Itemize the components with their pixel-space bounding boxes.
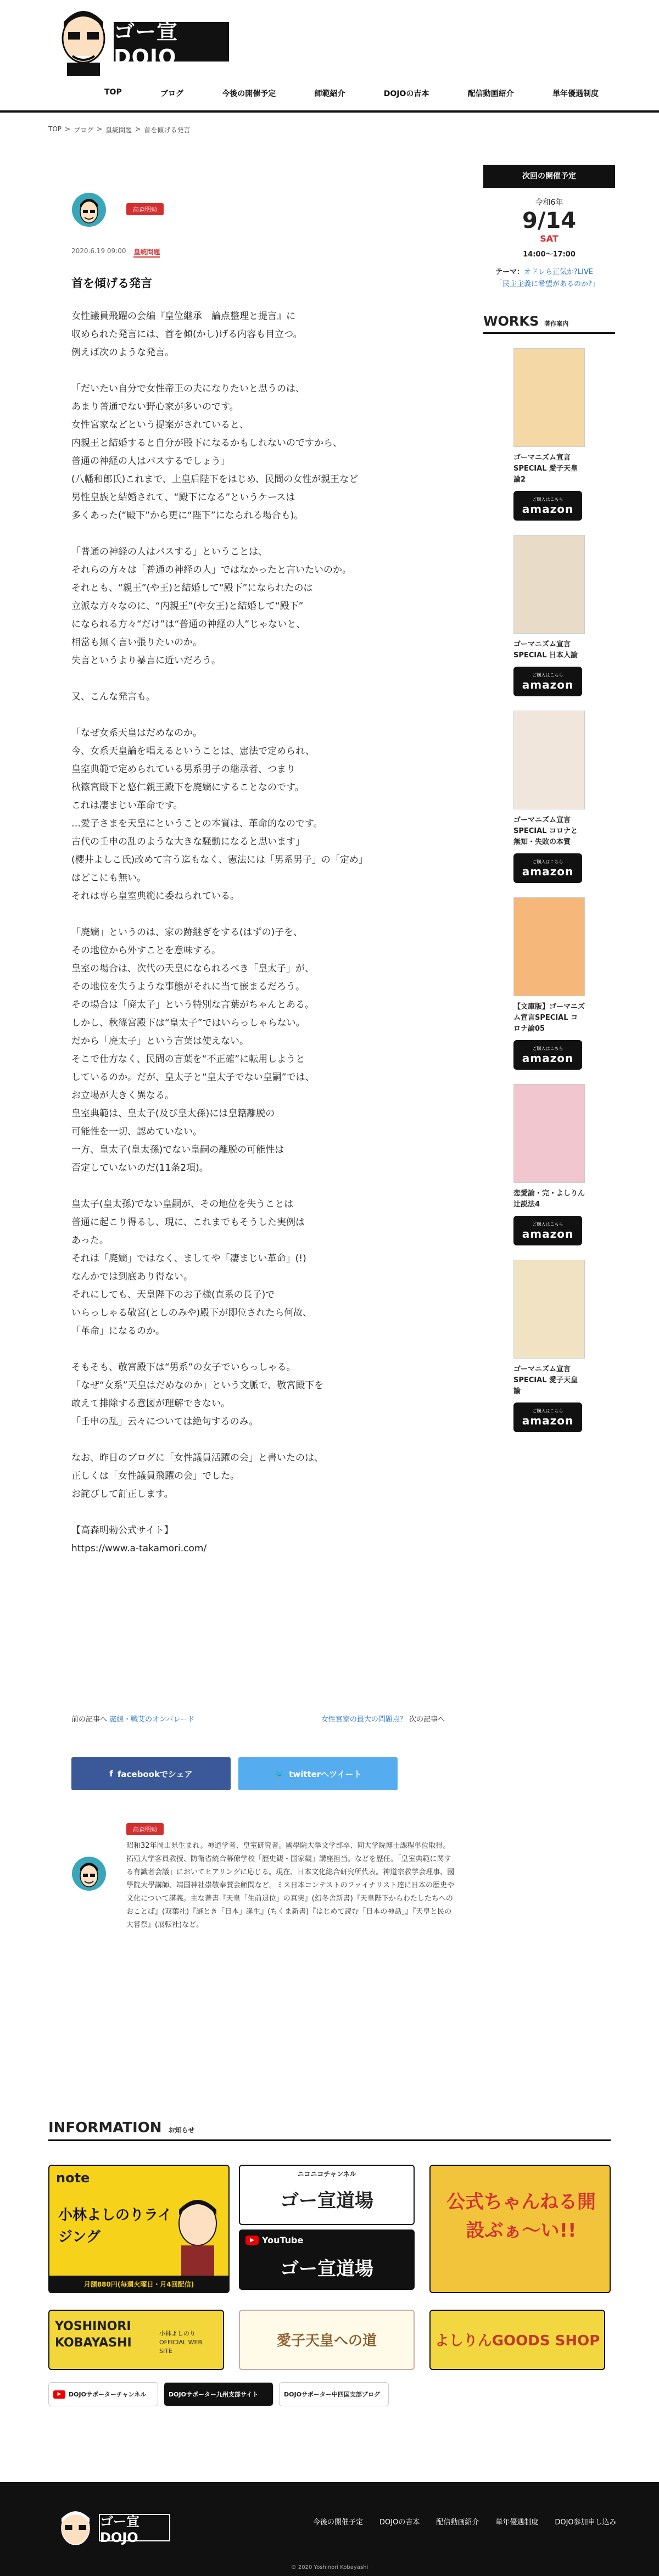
works-subtitle: 著作案内 [544, 320, 569, 327]
amazon-button-caption: ご購入はこちら [532, 1046, 563, 1051]
book-cover-image[interactable] [513, 1084, 585, 1183]
work-item [513, 897, 585, 1070]
post-line: 女性議員飛躍の会編『皇位継承 論点整理と提言』に [71, 311, 295, 322]
works-list [483, 348, 615, 1432]
event-theme [495, 266, 605, 290]
breadcrumb-top[interactable]: TOP [48, 125, 62, 133]
post-line: 普通に起こり得るし、現に、これまでもそうした実例は [71, 1217, 305, 1228]
post-line: 「なぜ“女系”天皇はだめなのか」という文脈で、敬宮殿下を [71, 1380, 324, 1391]
nav-item-instructors[interactable]: 師範紹介 [314, 90, 345, 98]
post-line: だから「廃太子」という言葉は使えない。 [71, 1036, 249, 1047]
breadcrumb-current: 首を傾げる発言 [144, 126, 191, 134]
prev-post-link[interactable]: 憲線・戦艾のオンパレード [109, 1716, 195, 1724]
post-line: 内親王と結婚すると自分が殿下になるかもしれないのですから、 [71, 438, 342, 449]
work-title: ゴーマニズム宣言SPECIAL コロナと無知・失敗の本質 [513, 816, 578, 846]
post-line: 「だいたい自分で女性帝王の夫になりたいと思うのは、 [71, 383, 305, 394]
amazon-logo: amazon [522, 1413, 574, 1427]
youtube-label: YouTube [262, 2235, 304, 2245]
post-line: はどこにも無い。 [71, 873, 146, 884]
post-line: なお、昨日のブログに「女性議員活躍の会」と書いたのは、 [71, 1452, 323, 1463]
post-line: 又、こんな発言も。 [71, 691, 155, 702]
post-line: 普通の神経の人はパスするでしょう」 [71, 456, 230, 467]
author-avatar [71, 192, 107, 227]
post-line: 秋篠宮殿下と悠仁親王殿下を廃嫡にすることなのです。 [71, 782, 304, 793]
nico-title: ゴー宣道場 [280, 2190, 373, 2212]
nav-item-top[interactable]: TOP [104, 88, 122, 97]
author-badge[interactable]: 高森明勅 [126, 203, 164, 215]
post-line: 失言というより暴言に近いだろう。 [71, 655, 221, 666]
prev-post [71, 1713, 194, 1724]
youtube-play-icon: ▶ [53, 2390, 65, 2399]
post-line: になられる方々“だけ”は“普通の神経の人”じゃないと、 [71, 619, 306, 630]
post-line: それらの方々は「普通の神経の人」ではなかったと言いたいのか。 [71, 565, 351, 575]
banner-niconico[interactable] [239, 2165, 415, 2225]
next-event-header: 次回の開催予定 [483, 165, 615, 188]
breadcrumb-category[interactable]: 皇統問題 [105, 126, 132, 134]
site-header [0, 0, 659, 113]
post-line[interactable]: https://www.a-takamori.com/ [71, 1543, 207, 1554]
post-navigation [71, 1713, 445, 1724]
post-line: 「普通の神経の人はパスする」ということは、 [71, 546, 267, 557]
footer-wordmark: ゴー宣DOJO [99, 2514, 170, 2541]
work-item [513, 1084, 585, 1245]
amazon-button-caption: ご購入はこちら [532, 672, 563, 678]
note-banner-title: 小林よしのりライジング [58, 2207, 172, 2245]
post-line: 皇室の場合は、次代の天皇になられるべき「皇太子」が、 [71, 963, 314, 974]
post-line: 古代の壬申の乱のような大きな騒動になると思います」 [71, 836, 305, 847]
post-line: それにしても、天皇陛下のお子様(直系の長子)で [71, 1289, 275, 1300]
book-cover-image[interactable] [513, 535, 585, 634]
copyright: © 2020 Yoshinori Kobayashi [291, 2564, 368, 2571]
banner-youtube[interactable] [239, 2229, 415, 2290]
author-portrait-icon [170, 2193, 225, 2276]
event-era: 令和6年 [535, 198, 563, 207]
post-line: その地位から外すことを意味する。 [71, 945, 221, 956]
post-paragraph [71, 1359, 434, 1431]
event-theme-link[interactable]: オドレら正気か?LIVE「民主主義に希望があるのか?」 [495, 268, 599, 288]
nav-item-blog[interactable]: ブログ [160, 90, 183, 98]
breadcrumb: TOP > ブログ > 皇統問題 > 首を傾げる発言 [48, 125, 191, 134]
post-line: 収められた発言には、首を傾(かし)げる内容も目立つ。 [71, 329, 303, 340]
post-line: その場合は「廃太子」という特別な言葉がちゃんとある。 [71, 999, 314, 1010]
post-line: それは「廃嫡」ではなく、ましてや「凄まじい革命」(!) [71, 1253, 306, 1264]
twitter-share-button[interactable] [238, 1757, 398, 1790]
work-item [513, 1260, 585, 1432]
amazon-logo: amazon [522, 1227, 574, 1240]
work-item [513, 711, 585, 883]
post-line: その地位を失うような事態がそれに当て嵌まるだろう。 [71, 981, 305, 992]
post-paragraph [71, 1449, 434, 1504]
works-title: WORKS [483, 314, 539, 329]
footer-logo[interactable] [55, 2504, 176, 2548]
footer-nav-dojo[interactable]: DOJOの吉本 [379, 2518, 420, 2527]
post-line: 可能性を一切、認めていない。 [71, 1126, 202, 1137]
author-bio: 昭和32年岡山県生まれ。神道学者、皇室研究者。國學院大學文学部卒、同大学院博士課程単位取得。拓殖大学客員教授、防衛省統合幕僚学校「歴史観・国家観」講座担当。などを歴任。「皇室典範に関する有識者会議」においてヒアリングに応じる。現在、日本文化総合研究所代表。神道宗教学会理事、國學院大學講師、靖国神社崇敬奉賛会顧問など。ミス日本コンテストのファイナリスト達に日本の歴史や文化について講義。主な著書『天皇「生前退位」の真実』(幻冬舎新書)『天皇陛下からわたしたちへのおことば』(双葉社)『謎とき「日本」誕生』(ちくま新書)『はじめて読む「日本の神話」』『天皇と民の大嘗祭』(展転社)など。 [126, 1842, 455, 1929]
banner-goods-shop[interactable] [429, 2310, 605, 2370]
amazon-logo: amazon [522, 864, 574, 878]
post-line: それとも、“親王”(や王)と結婚して“殿下”になられたのは [71, 583, 313, 594]
event-date: 9/14 [522, 208, 577, 233]
amazon-button-caption: ご購入はこちら [532, 1221, 563, 1227]
event-theme-label: テーマ： [495, 268, 524, 276]
mascot-logo-icon [56, 5, 111, 77]
next-post-link[interactable]: 女性宮家の最大の問題点？ [321, 1716, 407, 1724]
nav-item-videos[interactable]: 配信動画紹介 [467, 90, 514, 98]
banner-kyushu[interactable] [164, 2382, 273, 2406]
amazon-button-caption: ご購入はこちら [532, 859, 563, 864]
post-line: 立派な方々なのに、“内親王”(や女王)と結婚して“殿下” [71, 601, 304, 612]
post-line: 例えば次のような発言。 [71, 347, 174, 358]
prev-post-label: 前の記事へ [71, 1716, 108, 1724]
work-title: ゴーマニズム宣言SPECIAL 愛子天皇論2 [513, 454, 578, 484]
footer-nav [313, 2516, 617, 2527]
post-line: あった。 [71, 1235, 109, 1246]
amazon-buy-button[interactable] [513, 667, 582, 696]
post-line: いらっしゃる敬宮(としのみや)殿下が即位されたら何故、 [71, 1307, 312, 1318]
post-line: お詫びして訂正します。 [71, 1489, 174, 1500]
post-line: 「壬申の乱」云々については絶句するのみ。 [71, 1416, 259, 1427]
event-time: 14:00〜17:00 [523, 250, 576, 259]
post-line: 今、女系天皇論を唱えるということは、憲法で定められ、 [71, 746, 315, 757]
nav-item-membership[interactable]: 単年優遇制度 [552, 90, 599, 98]
post-line: それは専ら皇室典範に委ねられている。 [71, 891, 239, 902]
amazon-buy-button[interactable] [513, 1216, 582, 1245]
post-date: 2020.6.19 09:00 [71, 247, 126, 255]
share-buttons [71, 1757, 412, 1790]
post-line: しかし、秋篠宮殿下は“皇太子”ではいらっしゃらない。 [71, 1018, 305, 1029]
post-category[interactable]: 皇統問題 [133, 247, 160, 258]
work-title: ゴーマニズム宣言SPECIAL 愛子天皇論 [513, 1365, 578, 1395]
site-footer [0, 2482, 659, 2576]
post-paragraph [71, 924, 434, 1177]
supporter-channel-label: DOJOサポーターチャンネル [69, 2391, 147, 2398]
banner-official-channel[interactable] [429, 2165, 611, 2293]
sidebar [483, 165, 615, 1432]
aiko-title: 愛子天皇への道 [276, 2333, 377, 2349]
official-site-title: YOSHINORI KOBAYASHI [55, 2320, 132, 2350]
post-title: 首を傾げる発言 [71, 277, 152, 290]
post-paragraph [71, 1195, 434, 1340]
banner-supporter-channel[interactable] [48, 2382, 158, 2406]
official-channel-title: 公式ちゃんねる開設ぶぁ〜い!! [446, 2191, 596, 2242]
post-line: 敢えて排除する意図が理解できない。 [71, 1398, 230, 1409]
post-line: 相當も無く言い張りたいのか。 [71, 637, 202, 648]
post-line: 女性宮家などという提案がされていると、 [71, 420, 249, 431]
post-paragraph [71, 1522, 434, 1558]
post-line: 皇太子(皇太孫)でない皇嗣が、その地位を失うことは [71, 1199, 294, 1210]
next-post [321, 1713, 445, 1724]
amazon-logo: amazon [522, 678, 574, 691]
post-meta [71, 247, 160, 258]
author-box-avatar [71, 1856, 107, 1891]
amazon-buy-button[interactable] [513, 1402, 582, 1432]
footer-mascot-icon [55, 2507, 96, 2548]
post-line: 正しくは「女性議員飛躍の会」でした。 [71, 1471, 239, 1482]
youtube-title: ゴー宣道場 [280, 2258, 373, 2280]
work-title: 【文庫版】ゴーマニズム宣言SPECIAL コロナ論05 [513, 1003, 585, 1033]
facebook-share-label: facebookでシェア [117, 1769, 193, 1779]
work-item [513, 348, 585, 521]
facebook-share-button[interactable] [71, 1757, 231, 1790]
logo-wordmark: ゴー宣DOJO [114, 22, 229, 62]
work-title: 恋愛論・完・よしりん辻説法4 [513, 1189, 585, 1209]
post-line: これは凄まじい革命です。 [71, 800, 183, 811]
kyushu-label: DOJOサポーター九州支部サイト [169, 2391, 259, 2398]
post-line: 多くあった(“殿下”から更に“陛下”になられる場合も)。 [71, 510, 304, 521]
post-paragraph [71, 688, 434, 706]
post-line: そこで仕方なく、民間の言葉を“不正確”に転用しようと [71, 1054, 305, 1065]
post-line: そもそも、敬宮殿下は“男系”の女子でいらっしゃる。 [71, 1362, 296, 1373]
post-paragraph [71, 308, 434, 362]
amazon-buy-button[interactable] [513, 1040, 582, 1070]
amazon-button-caption: ご購入はこちら [532, 1408, 563, 1413]
information-title: INFORMATION [48, 2120, 162, 2136]
post-line: 「廃嫡」というのは、家の跡継ぎをする(はずの)子を、 [71, 927, 303, 938]
facebook-icon: f [109, 1769, 113, 1779]
post-line: …愛子さまを天皇にということの本質は、革命的なのです。 [71, 818, 323, 829]
works-header [483, 314, 615, 334]
main-nav [104, 88, 599, 103]
book-cover-image[interactable] [513, 1260, 585, 1359]
post-line: あまり普通でない野心家が多いのです。 [71, 401, 239, 412]
amazon-buy-button[interactable] [513, 491, 582, 521]
footer-nav-membership[interactable]: 単年優遇制度 [495, 2518, 539, 2527]
book-cover-image[interactable] [513, 348, 585, 447]
banner-official-site[interactable] [48, 2310, 224, 2370]
author-box-badge[interactable]: 高森明勅 [126, 1823, 164, 1835]
post-line: しているのか。だが、皇太子と“皇太子でない皇嗣”では、 [71, 1072, 315, 1083]
banner-chushikoku[interactable] [279, 2382, 389, 2406]
post-body [71, 308, 434, 1576]
amazon-logo: amazon [522, 502, 574, 516]
post-line: 男性皇族と結婚されて、“殿下になる”というケースは [71, 492, 295, 503]
youtube-logo [245, 2235, 303, 2245]
work-item [513, 535, 585, 696]
note-brand: note [56, 2170, 90, 2186]
footer-nav-apply[interactable]: DOJO参加申し込み [555, 2518, 617, 2527]
post-line: 否定していないのだ(11条2項)。 [71, 1163, 209, 1174]
post-paragraph [71, 543, 434, 670]
banner-aiko[interactable] [239, 2310, 415, 2370]
post-paragraph [71, 724, 434, 906]
post-line: 皇室典範で定められている男系男子の継承者、つまり [71, 764, 295, 775]
post-line: 「なぜ女系天皇はだめなのか。 [71, 728, 202, 739]
post-line: (櫻井よしこ氏)改めて言う迄もなく、憲法には「男系男子」の「定め」 [71, 854, 368, 865]
work-title: ゴーマニズム宣言SPECIAL 日本人論 [513, 640, 578, 660]
post-paragraph [71, 380, 434, 525]
breadcrumb-blog[interactable]: ブログ [74, 126, 94, 134]
post-line: 「革命」になるのか。 [71, 1326, 165, 1337]
post-line: 一方、皇太子(皇太孫)でない皇嗣の離脱の可能性は [71, 1144, 284, 1155]
twitter-share-label: twitterへツイート [289, 1769, 362, 1779]
goods-title: よしりんGOODS SHOP [434, 2333, 600, 2349]
post-line: 【高森明勅公式サイト】 [71, 1525, 174, 1536]
event-day: SAT [540, 233, 559, 244]
nav-item-schedule[interactable]: 今後の開催予定 [222, 90, 276, 98]
amazon-logo: amazon [522, 1051, 574, 1065]
post-line: お立場が大きく異なる。 [71, 1090, 174, 1101]
site-logo[interactable] [56, 5, 232, 77]
information-header [48, 2120, 611, 2141]
book-cover-image[interactable] [513, 897, 585, 996]
footer-nav-videos[interactable]: 配信動画紹介 [436, 2518, 479, 2527]
nico-top-label: ニコニコチャンネル [297, 2170, 356, 2178]
amazon-button-caption: ご購入はこちら [532, 496, 563, 502]
post-line: (八幡和郎氏)これまで、上皇后陛下をはじめ、民間の女性が親王など [71, 474, 359, 485]
information-subtitle: お知らせ [168, 2126, 195, 2134]
footer-nav-schedule[interactable]: 今後の開催予定 [313, 2518, 364, 2527]
amazon-buy-button[interactable] [513, 853, 582, 883]
youtube-play-icon: ▶ [245, 2236, 259, 2245]
chushikoku-label: DOJOサポーター中四国支部ブログ [284, 2391, 380, 2398]
official-site-sub: 小林よしのりOFFICIAL WEB SITE [159, 2330, 203, 2355]
note-price: 月額880円(毎週火曜日・月4回配信) [49, 2276, 228, 2292]
banner-note-rising[interactable] [48, 2165, 230, 2293]
post-line: なんかでは到底あり得ない。 [71, 1271, 193, 1282]
post-line: 皇室典範は、皇太子(及び皇太孫)には皇籍離脱の [71, 1108, 275, 1119]
book-cover-image[interactable] [513, 711, 585, 809]
next-post-label: 次の記事へ [409, 1716, 445, 1724]
twitter-icon: 🐦 [274, 1769, 285, 1779]
author-box [71, 1807, 456, 1960]
nav-item-dojo[interactable]: DOJOの吉本 [383, 90, 429, 98]
